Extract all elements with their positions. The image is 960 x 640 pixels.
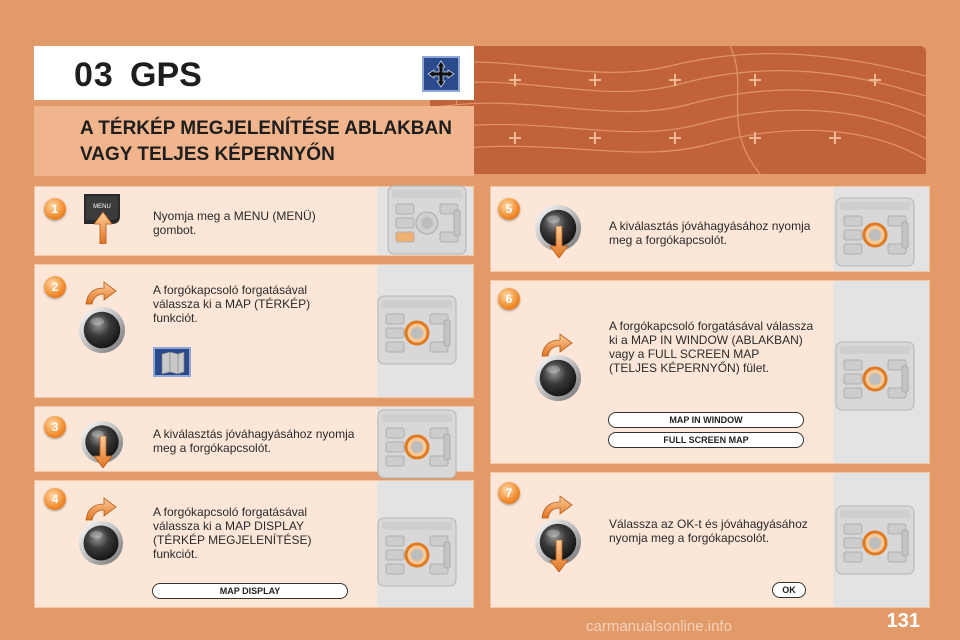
chapter-number: 03 (74, 56, 114, 94)
step-6-text (609, 319, 813, 375)
step-6-line-3: vagy a FULL SCREEN MAP (609, 347, 760, 361)
push-arrow-icon (94, 436, 112, 473)
step-1-line-2: gombot. (153, 223, 197, 237)
rotary-knob-icon (78, 306, 126, 359)
radio-unit-icon (384, 180, 470, 265)
step-5-badge: 5 (498, 198, 520, 220)
step-7-line-2: nyomja meg a forgókapcsolót. (609, 531, 770, 545)
step-1-text (153, 209, 316, 237)
step-6-line-2: ki a MAP IN WINDOW (ABLAKBAN) (609, 333, 803, 347)
map-background (430, 46, 926, 174)
step-6-line-4: (TELJES KÉPERNYŐN) fület. (609, 361, 770, 375)
radio-unit-icon (832, 500, 918, 585)
radio-unit-icon (832, 192, 918, 277)
rotary-knob-icon (534, 354, 582, 407)
step-3-badge: 3 (44, 416, 66, 438)
push-arrow-icon (94, 212, 112, 244)
radio-unit-icon (832, 336, 918, 421)
step-2-line-1: A forgókapcsoló forgatásával (153, 283, 308, 297)
rotary-knob-icon (78, 520, 124, 571)
gps-crossroad-icon (422, 56, 460, 92)
map-book-icon (152, 346, 192, 383)
step-1-line-1: Nyomja meg a MENU (MENÜ) (153, 209, 316, 223)
radio-unit-icon (374, 512, 460, 597)
step-4-line-3: (TÉRKÉP MEGJELENÍTÉSE) (153, 533, 312, 547)
step-6-badge: 6 (498, 288, 520, 310)
step-7-line-1: Válassza az OK-t és jóváhagyásához (609, 517, 808, 531)
step-3-line-1: A kiválasztás jóváhagyásához nyomja (153, 427, 355, 441)
step-2-text (153, 283, 310, 325)
chapter-title: GPS (130, 56, 202, 94)
menu-button-label: MENU (93, 204, 111, 210)
step-7-badge: 7 (498, 482, 520, 504)
map-in-window-option[interactable]: MAP IN WINDOW (608, 412, 804, 428)
step-5-line-1: A kiválasztás jóváhagyásához nyomja (609, 219, 811, 233)
step-4-badge: 4 (44, 488, 66, 510)
radio-unit-icon (374, 404, 460, 489)
radio-unit-icon (374, 290, 460, 375)
section-title-line-2: VAGY TELJES KÉPERNYŐN (80, 144, 335, 165)
ok-option[interactable]: OK (772, 582, 806, 598)
step-2-badge: 2 (44, 276, 66, 298)
step-7-text (609, 517, 808, 545)
step-1-badge: 1 (44, 198, 66, 220)
push-arrow-icon (550, 540, 568, 577)
step-2-line-2: válassza ki a MAP (TÉRKÉP) (153, 297, 311, 311)
step-2-line-3: funkciót. (153, 311, 198, 325)
step-3-line-2: meg a forgókapcsolót. (153, 441, 272, 455)
page-number: 131 (886, 610, 920, 632)
step-4-line-2: válassza ki a MAP DISPLAY (153, 519, 304, 533)
step-4-line-1: A forgókapcsoló forgatásával (153, 505, 308, 519)
watermark: carmanualsonline.info (586, 618, 732, 635)
step-5-line-2: meg a forgókapcsolót. (609, 233, 728, 247)
step-5-text (609, 219, 810, 247)
push-arrow-icon (550, 226, 568, 263)
step-4-line-4: funkciót. (153, 547, 198, 561)
step-4-text (153, 505, 311, 561)
step-6-line-1: A forgókapcsoló forgatásával válassza (609, 319, 814, 333)
map-display-option[interactable]: MAP DISPLAY (152, 583, 348, 599)
step-3-text (153, 427, 354, 455)
section-title-line-1: A TÉRKÉP MEGJELENÍTÉSE ABLAKBAN (80, 118, 452, 139)
full-screen-map-option[interactable]: FULL SCREEN MAP (608, 432, 804, 448)
